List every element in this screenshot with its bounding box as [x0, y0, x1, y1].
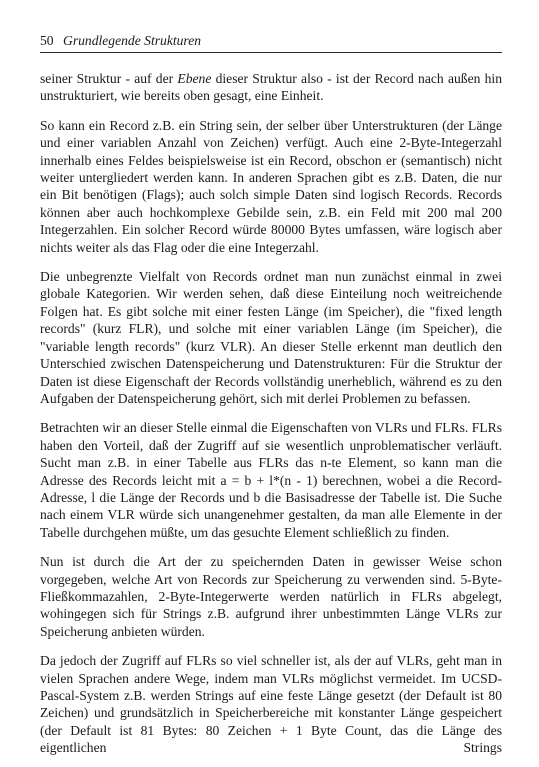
page-header [40, 33, 502, 49]
text-run: dieser Struktur also - ist der Record nach außen hin unstrukturiert, wie bereits oben gesagt, eine Einheit. [40, 71, 502, 104]
running-title: Grundlegende Strukturen [63, 33, 202, 48]
text-run: seiner Struktur - auf der [40, 71, 178, 86]
paragraph: So kann ein Record z.B. ein String sein, der selber über Unterstrukturen (der Länge und einer variablen Anzahl von Zeichen) verfügt. Auch eine 2-Byte-Integerzahl innerhalb eines Feldes beispielsweise ist ein Record, obschon er (semantisch) nicht weiter untergliedert werden kann. In anderen Sprachen gibt es z.B. Daten, die nur ein Bit benötigen (Flags); auch solch simple Daten sind logisch Records. Records können aber auch hochkomplexe Gebilde sein, z.B. ein Feld mit 200 mal 200 Integerzahlen. Ein solcher Record würde 80000 Bytes umfassen, wäre logisch aber nichts weiter als das Flag oder die eine Integerzahl. [40, 117, 502, 255]
paragraph: Betrachten wir an dieser Stelle einmal die Eigenschaften von VLRs und FLRs. FLRs haben den Vorteil, daß der Zugriff auf sie wesentlich unproblematischer verläuft. Sucht man z.B. in einer Tabelle aus FLRs das n-te Element, so kann man die Adresse des Records leicht mit a = b + l*(n - 1) berechnen, wobei a die Record-Adresse, l die Länge der Records und b die Basisadresse der Tabelle ist. Die Suche nach einem VLR würde sich unangenehmer gestalten, da man alle Elemente in der Tabelle durchgehen müßte, um das gesuchte Element schließlich zu finden. [40, 420, 502, 540]
paragraph: Nun ist durch die Art der zu speichernden Daten in gewisser Weise schon vorgegeben, welche Art von Records zur Speicherung zu verwenden sind. 5-Byte-Fließkommazahlen, 2-Byte-Integerwerte werden natürlich in FLRs abgelegt, wohingegen sich für Strings z.B. aufgrund ihrer unbestimmten Länge VLRs zur Speicherung anbieten würden. [40, 554, 502, 639]
paragraph: Die unbegrenzte Vielfalt von Records ordnet man nun zunächst einmal in zwei globale Kategorien. Wir werden sehen, daß diese Einteilung noch weitreichende Folgen hat. Es gibt solche mit einer festen Länge (im Speicher), die "fixed length records" (kurz FLR), und solche mit einer variablen Länge (im Speicher), die "variable length records" (kurz VLR). An dieser Stelle erkennt man deutlich den Unterschied zwischen Datenspeicherung und Datenstrukturen: Für die Struktur der Daten ist diese Eigenschaft der Records vollständig unerheblich, während es zu den Aufgaben der Datenspeicherung gehört, sich mit derlei Problemen zu befassen. [40, 269, 502, 406]
header-rule [40, 52, 502, 53]
paragraph: Da jedoch der Zugriff auf FLRs so viel schneller ist, als der auf VLRs, geht man in vielen Sprachen andere Wege, indem man VLRs möglichst vermeidet. Im UCSD-Pascal-System z.B. werden Strings auf eine feste Länge gesetzt (der Default ist 80 Zeichen) und grundsätzlich in Speicherbereiche mit konstanter Länge gespeichert (der Default ist 81 Bytes: 80 Zeichen + 1 Byte Count, das die Länge des eigentlichen Strings [40, 653, 502, 756]
body-text [40, 70, 502, 757]
paragraph [40, 70, 502, 105]
page-number: 50 [40, 33, 54, 48]
emphasis-text: Ebene [177, 71, 212, 86]
